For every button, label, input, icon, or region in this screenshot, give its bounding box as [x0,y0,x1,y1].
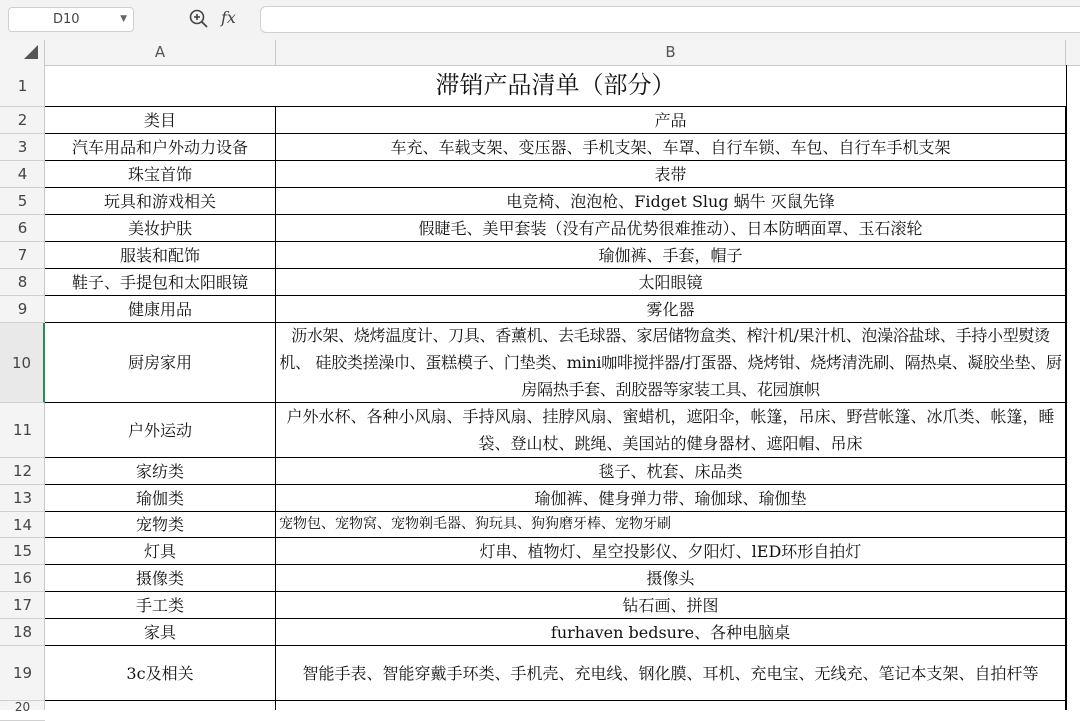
category-cell[interactable]: 厨房家用 [45,323,276,403]
category-cell[interactable]: 玩具和游戏相关 [45,188,276,215]
row-header-column [0,65,45,714]
product-cell[interactable]: 电竞椅、泡泡枪、Fidget Slug 蜗牛 灭鼠先锋 [276,188,1066,215]
header-category-cell[interactable]: 类目 [45,107,276,134]
product-cell[interactable]: 瑜伽裤、健身弹力带、瑜伽球、瑜伽垫 [276,485,1066,512]
product-cell[interactable]: 雾化器 [276,296,1066,323]
product-cell[interactable]: 摄像头 [276,565,1066,592]
row-header-11[interactable]: 11 [0,403,45,458]
sheet-title-cell[interactable]: 滞销产品清单（部分） [45,65,1066,107]
empty-cell[interactable] [276,701,1066,710]
row-header-8[interactable]: 8 [0,269,45,296]
row-header-10[interactable]: 10 [0,323,45,403]
row-header-13[interactable]: 13 [0,485,45,512]
product-cell[interactable]: 假睫毛、美甲套装（没有产品优势很难推动）、日本防晒面罩、玉石滚轮 [276,215,1066,242]
row-header-7[interactable]: 7 [0,242,45,269]
category-cell[interactable]: 健康用品 [45,296,276,323]
row-header-15[interactable]: 15 [0,538,45,565]
product-cell[interactable]: 表带 [276,161,1066,188]
row-header-2[interactable]: 2 [0,107,45,134]
column-header-row [0,40,1080,66]
name-box-value: D10 [53,12,80,27]
row-header-5[interactable]: 5 [0,188,45,215]
row-header-18[interactable]: 18 [0,619,45,646]
fx-icon[interactable]: fx [221,8,236,27]
zoom-icon[interactable] [188,8,210,30]
row-header-20[interactable]: 20 [0,701,45,721]
row-header-14[interactable]: 14 [0,512,45,538]
product-cell[interactable]: 车充、车载支架、变压器、手机支架、车罩、自行车锁、车包、自行车手机支架 [276,134,1066,161]
category-cell[interactable]: 汽车用品和户外动力设备 [45,134,276,161]
row-header-6[interactable]: 6 [0,215,45,242]
row-header-9[interactable]: 9 [0,296,45,323]
select-all-icon [24,45,38,59]
category-cell[interactable]: 瑜伽类 [45,485,276,512]
category-cell[interactable]: 美妆护肤 [45,215,276,242]
empty-cell[interactable] [45,701,276,710]
row-header-4[interactable]: 4 [0,161,45,188]
category-cell[interactable]: 手工类 [45,592,276,619]
product-cell[interactable]: 宠物包、宠物窝、宠物剃毛器、狗玩具、狗狗磨牙棒、宠物牙刷 [276,512,1066,538]
product-cell[interactable]: 钻石画、拼图 [276,592,1066,619]
chevron-down-icon[interactable]: ▼ [120,14,127,24]
product-cell[interactable]: 户外水杯、各种小风扇、手持风扇、挂脖风扇、蜜蜡机，遮阳伞，帐篷，吊床、野营帐篷、冰爪类、帐篷，睡袋、登山杖、跳绳、美国站的健身器材、遮阳帽、吊床 [276,403,1066,458]
product-cell[interactable]: 太阳眼镜 [276,269,1066,296]
row-header-19[interactable]: 19 [0,646,45,701]
category-cell[interactable]: 家纺类 [45,458,276,485]
column-header-b[interactable]: B [276,40,1066,65]
grid-border [1066,65,1067,710]
formula-bar [0,0,1080,41]
category-cell[interactable]: 鞋子、手提包和太阳眼镜 [45,269,276,296]
category-cell[interactable]: 户外运动 [45,403,276,458]
category-cell[interactable]: 服装和配饰 [45,242,276,269]
product-cell[interactable]: 灯串、植物灯、星空投影仪、夕阳灯、lED环形自拍灯 [276,538,1066,565]
product-cell[interactable]: 沥水架、烧烤温度计、刀具、香薰机、去毛球器、家居储物盒类、榨汁机/果汁机、泡澡浴盐球、手持小型熨烫机、 硅胶类搓澡巾、蛋糕模子、门垫类、mini咖啡搅拌器/打蛋器、烧烤钳、烧烤清洗刷、隔热桌、凝胶坐垫、厨房隔热手套、刮胶器等家装工具、花园旗帜 [276,323,1066,403]
row-header-3[interactable]: 3 [0,134,45,161]
select-all-corner[interactable] [0,40,45,65]
product-cell[interactable]: 智能手表、智能穿戴手环类、手机壳、充电线、钢化膜、耳机、充电宝、无线充、笔记本支架、自拍杆等 [276,646,1066,701]
name-box[interactable] [8,7,134,32]
category-cell[interactable]: 3c及相关 [45,646,276,701]
product-cell[interactable]: 毯子、枕套、床品类 [276,458,1066,485]
category-cell[interactable]: 摄像类 [45,565,276,592]
header-product-cell[interactable]: 产品 [276,107,1066,134]
product-cell[interactable]: 瑜伽裤、手套，帽子 [276,242,1066,269]
formula-input[interactable] [260,6,1080,33]
row-header-12[interactable]: 12 [0,458,45,485]
category-cell[interactable]: 灯具 [45,538,276,565]
category-cell[interactable]: 宠物类 [45,512,276,538]
category-cell[interactable]: 珠宝首饰 [45,161,276,188]
row-header-17[interactable]: 17 [0,592,45,619]
row-header-16[interactable]: 16 [0,565,45,592]
category-cell[interactable]: 家具 [45,619,276,646]
product-cell[interactable]: furhaven bedsure、各种电脑桌 [276,619,1066,646]
column-header-a[interactable]: A [45,40,276,65]
row-header-1[interactable]: 1 [0,65,45,107]
sheet-grid [45,65,1080,710]
